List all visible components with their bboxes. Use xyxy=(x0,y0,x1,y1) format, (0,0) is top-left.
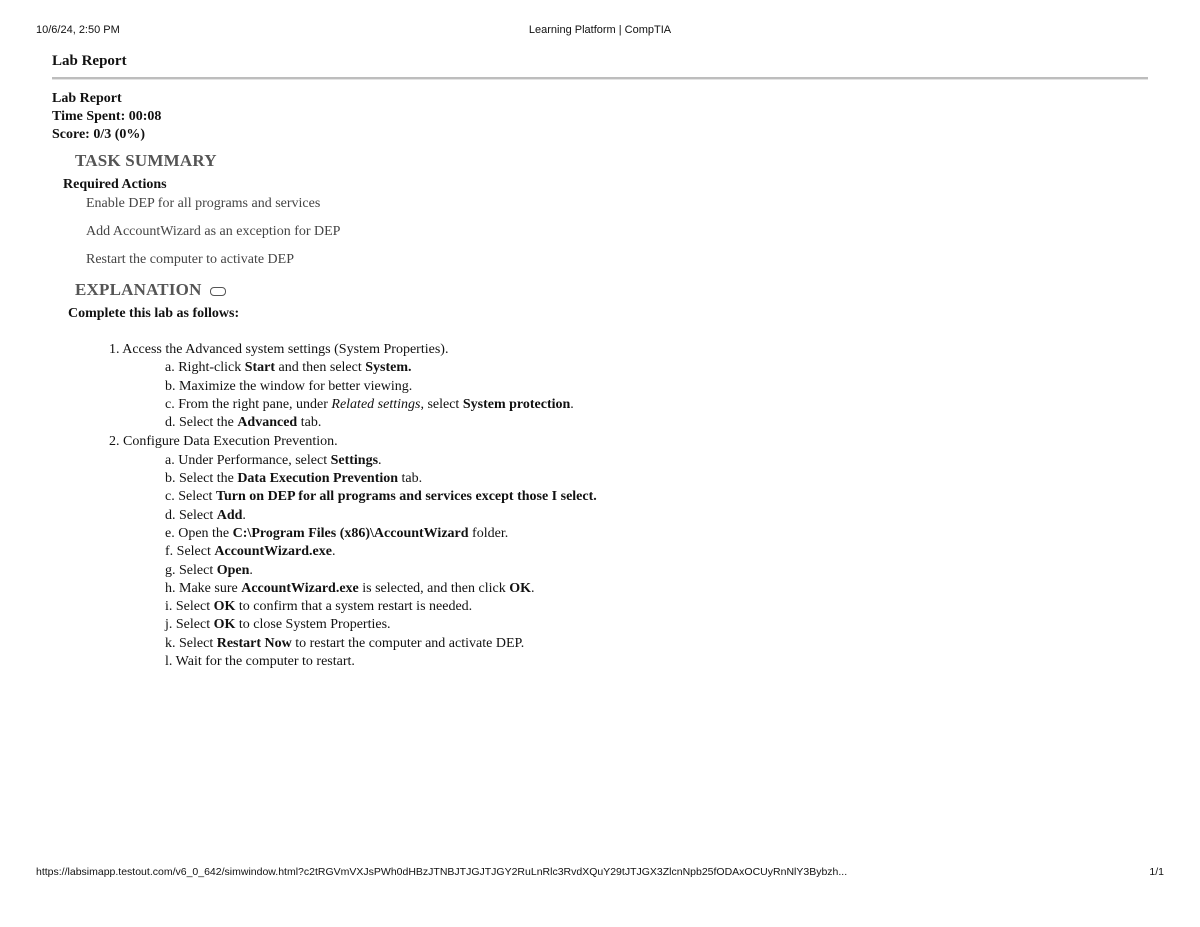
explanation-steps xyxy=(109,341,1148,671)
explanation-substeps xyxy=(165,452,1148,672)
explanation-substep: i. Select OK to confirm that a system restart is needed. xyxy=(165,599,473,615)
report-meta xyxy=(52,90,1148,144)
explanation-substep: k. Select Restart Now to restart the computer and activate DEP. xyxy=(165,635,525,651)
explanation-substep: e. Open the C:\Program Files (x86)\AccountWizard folder. xyxy=(165,525,509,541)
required-action-item: Restart the computer to activate DEP xyxy=(86,252,294,267)
explanation-substep: d. Select the Advanced tab. xyxy=(165,415,322,431)
collapse-toggle-icon[interactable] xyxy=(210,287,226,296)
print-page-number: 1/1 xyxy=(1149,866,1164,878)
explanation-substep: j. Select OK to close System Properties. xyxy=(165,617,391,633)
heading-divider xyxy=(52,77,1148,80)
required-action-item: Add AccountWizard as an exception for DEP xyxy=(86,224,341,239)
explanation-substep: a. Under Performance, select Settings. xyxy=(165,452,382,468)
print-url: https://labsimapp.testout.com/v6_0_642/simwindow.html?c2tRGVmVXJsPWh0dHBzJTNBJTJGJTJGY2RuLnRlc3RvdXQuY29tJTJGX3ZlcnNpb25fODAxOCUyRnNlY3Bybzh... xyxy=(36,866,848,878)
explanation-step: 2. Configure Data Execution Prevention. xyxy=(109,434,338,450)
required-action-item: Enable DEP for all programs and services xyxy=(86,196,321,211)
explanation-substep: d. Select Add. xyxy=(165,507,246,523)
lab-report-content xyxy=(52,52,1148,671)
print-header xyxy=(36,24,1164,38)
task-summary-title: TASK SUMMARY xyxy=(75,151,217,170)
explanation-substep: l. Wait for the computer to restart. xyxy=(165,654,355,670)
explanation-substep: c. Select Turn on DEP for all programs and services except those I select. xyxy=(165,489,597,505)
report-subheading: Lab Report xyxy=(52,91,122,106)
score: Score: 0/3 (0%) xyxy=(52,127,146,142)
explanation-title: EXPLANATION xyxy=(75,280,202,299)
print-page-title: Learning Platform | CompTIA xyxy=(528,24,672,36)
print-footer xyxy=(36,866,1164,880)
report-heading: Lab Report xyxy=(52,53,127,69)
explanation-heading xyxy=(75,279,1148,301)
explanation-step: 1. Access the Advanced system settings (System Properties). xyxy=(109,342,449,357)
explanation-substep: c. From the right pane, under Related settings, select System protection. xyxy=(165,396,574,412)
explanation-substep: h. Make sure AccountWizard.exe is selected, and then click OK. xyxy=(165,580,535,596)
explanation-intro: Complete this lab as follows: xyxy=(68,306,240,321)
explanation-substep: a. Right-click Start and then select System. xyxy=(165,360,412,376)
explanation-substeps xyxy=(165,359,1148,432)
explanation-substep: b. Select the Data Execution Prevention tab. xyxy=(165,471,423,487)
explanation-substep: g. Select Open. xyxy=(165,562,253,578)
required-actions-list xyxy=(52,195,1148,268)
explanation-substep: b. Maximize the window for better viewing. xyxy=(165,378,413,394)
time-spent: Time Spent: 00:08 xyxy=(52,109,162,124)
explanation-substep: f. Select AccountWizard.exe. xyxy=(165,544,336,560)
print-date: 10/6/24, 2:50 PM xyxy=(36,24,120,36)
required-actions-heading: Required Actions xyxy=(63,177,167,192)
